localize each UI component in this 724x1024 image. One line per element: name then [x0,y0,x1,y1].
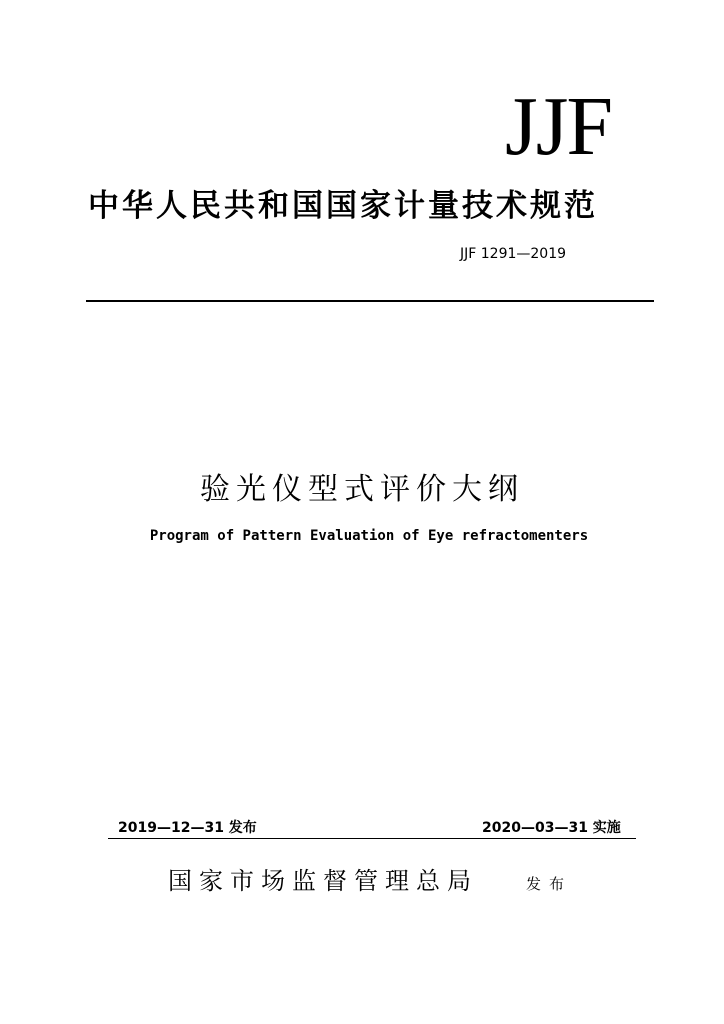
jjf-logo: JJF [505,80,612,173]
standard-category-title: 中华人民共和国国家计量技术规范 [88,188,598,224]
bottom-divider [108,838,636,839]
standard-number: JJF 1291—2019 [460,246,567,262]
issue-label: 发布 [526,875,573,893]
issuing-authority: 国家市场监督管理总局 [168,867,478,895]
document-title-chinese: 验光仪型式评价大纲 [200,472,524,507]
issue-date: 2019—12—31 发布 [118,820,257,836]
effective-date: 2020—03—31 实施 [482,820,621,836]
top-divider [86,300,654,302]
document-title-english: Program of Pattern Evaluation of Eye refractomenters [149,528,589,544]
